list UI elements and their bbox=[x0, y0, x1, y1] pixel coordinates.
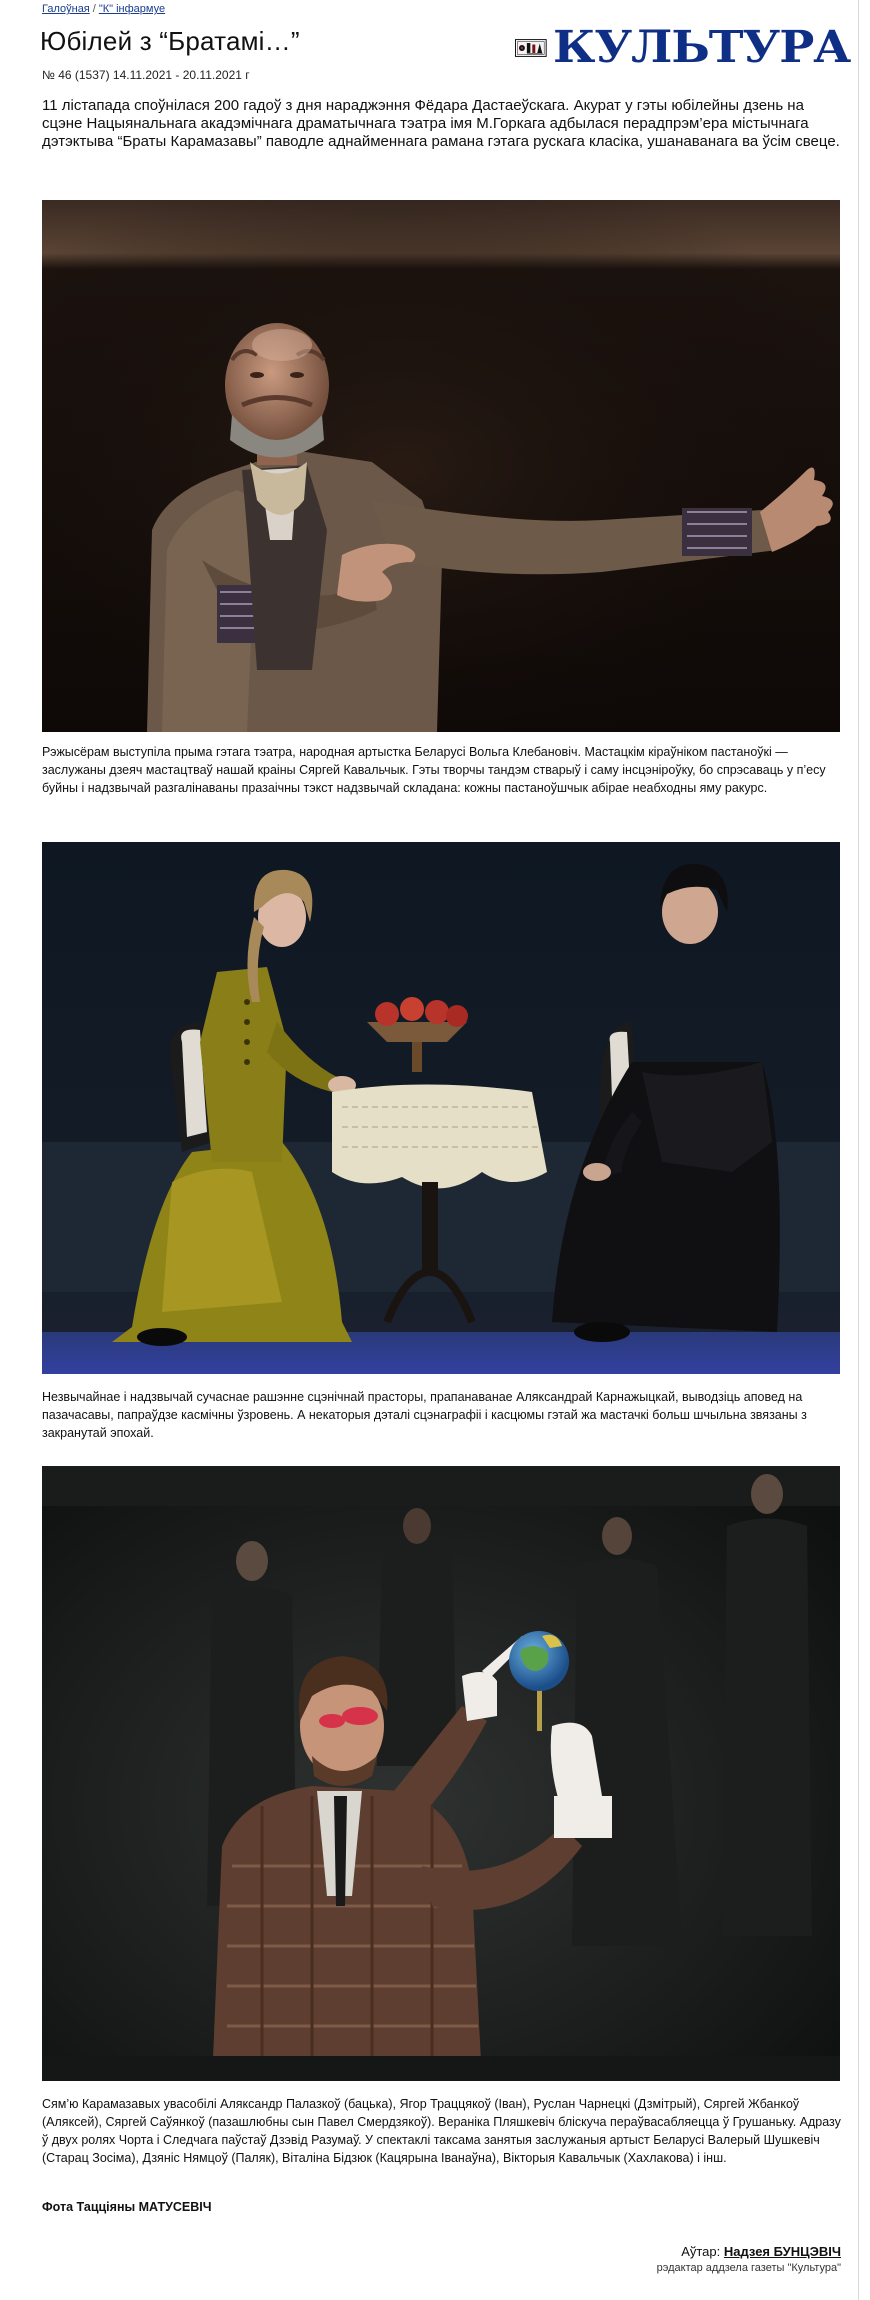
page-border-line bbox=[858, 0, 859, 2300]
breadcrumb-home-link[interactable]: Галоўная bbox=[42, 3, 90, 15]
article-lead: 11 лістапада споўнілася 200 гадоў з дня нараджэння Фёдара Дастаеўскага. Акурат у гэты юбілейны дзень на сцэне Нацыянальнага акадэмічнага драматычнага тэатра імя М.Горкага адбылася перадпрэм’ера містычнага дэтэктыва “Браты Карамазавы” паводле аднайменнага рамана гэтага рускага класіка, ушанаванага ва ўсім свеце. bbox=[42, 97, 840, 150]
author-name-link[interactable]: Надзея БУНЦЭВІЧ bbox=[723, 2244, 841, 2259]
photo-2-drawing bbox=[42, 842, 840, 1374]
author-line bbox=[681, 2244, 841, 2259]
author-role: рэдактар аддзела газеты "Культура" bbox=[656, 2262, 841, 2274]
photo-credit: Фота Тацціяны МАТУСЕВІЧ bbox=[42, 2200, 212, 2214]
breadcrumb-section-link[interactable]: "К" інфармуе bbox=[98, 3, 166, 15]
article-photo-1 bbox=[42, 200, 840, 732]
newspaper-logo[interactable] bbox=[515, 22, 850, 73]
author-label: Аўтар: bbox=[681, 2244, 721, 2259]
article-photo-2 bbox=[42, 842, 840, 1374]
photo-2-caption: Незвычайнае і надзвычай сучаснае рашэнне сцэнічнай прасторы, прапанаванае Аляксандрай Карнажыцкай, выводзіць аповед на пазачасавы, папраўдзе касмічны ўзровень. А некаторыя дэталі сцэнаграфіі і касцюмы гэтай жа мастачкі больш шчыльна звязаны з закранутай эпохай. bbox=[42, 1390, 807, 1440]
photo-3-caption: Сям’ю Карамазавых увасобілі Аляксандр Палазкоў (бацька), Ягор Траццякоў (Іван), Руслан Чарнецкі (Дзмітрый), Сяргей Жбанкоў (Аляксей), Сяргей Саўянкоў (пазашлюбны сын Павел Смердзякоў). Вераніка Пляшкевіч бліскуча пераўвасабляецца ў Грушаньку. Адразу ў двух ролях Чорта і Следчага паўстаў Дзэвід Разумаў. У спектаклі таксама занятыя заслужаныя артыст Беларусі Валерый Шушкевіч (Старац Зосіма), Дзяніс Нямцоў (Паляк), Віталіна Бідзюк (Кацярына Іванаўна), Вікторыя Кавальчык (Хахлакова) і інш. bbox=[42, 2097, 841, 2165]
photo-3-drawing bbox=[42, 1466, 840, 2081]
breadcrumb-separator: / bbox=[92, 3, 96, 15]
article-photo-3 bbox=[42, 1466, 840, 2081]
breadcrumb bbox=[42, 3, 165, 15]
photo-1-drawing bbox=[42, 200, 840, 732]
newspaper-emblem-icon bbox=[515, 28, 547, 68]
article-title: Юбілей з “Братамі…” bbox=[40, 26, 300, 56]
issue-number-dates: № 46 (1537) 14.11.2021 - 20.11.2021 г bbox=[42, 68, 250, 82]
newspaper-logo-text: КУЛЬТУРА bbox=[552, 22, 850, 73]
photo-1-caption: Рэжысёрам выступіла прыма гэтага тэатра, народная артыстка Беларусі Вольга Клебановіч. Мастацкім кіраўніком пастаноўкі — заслужаны дзеяч мастацтваў нашай краіны Сяргей Кавальчык. Гэты творчы тандэм стварыў і саму інсцэніроўку, бо спрэсаваць у п’есу буйны і надзвычай разгалінаваны празаічны тэкст надзвычай складана: кожны пастаноўшчык абірае неабходны яму ракурс. bbox=[42, 745, 826, 795]
